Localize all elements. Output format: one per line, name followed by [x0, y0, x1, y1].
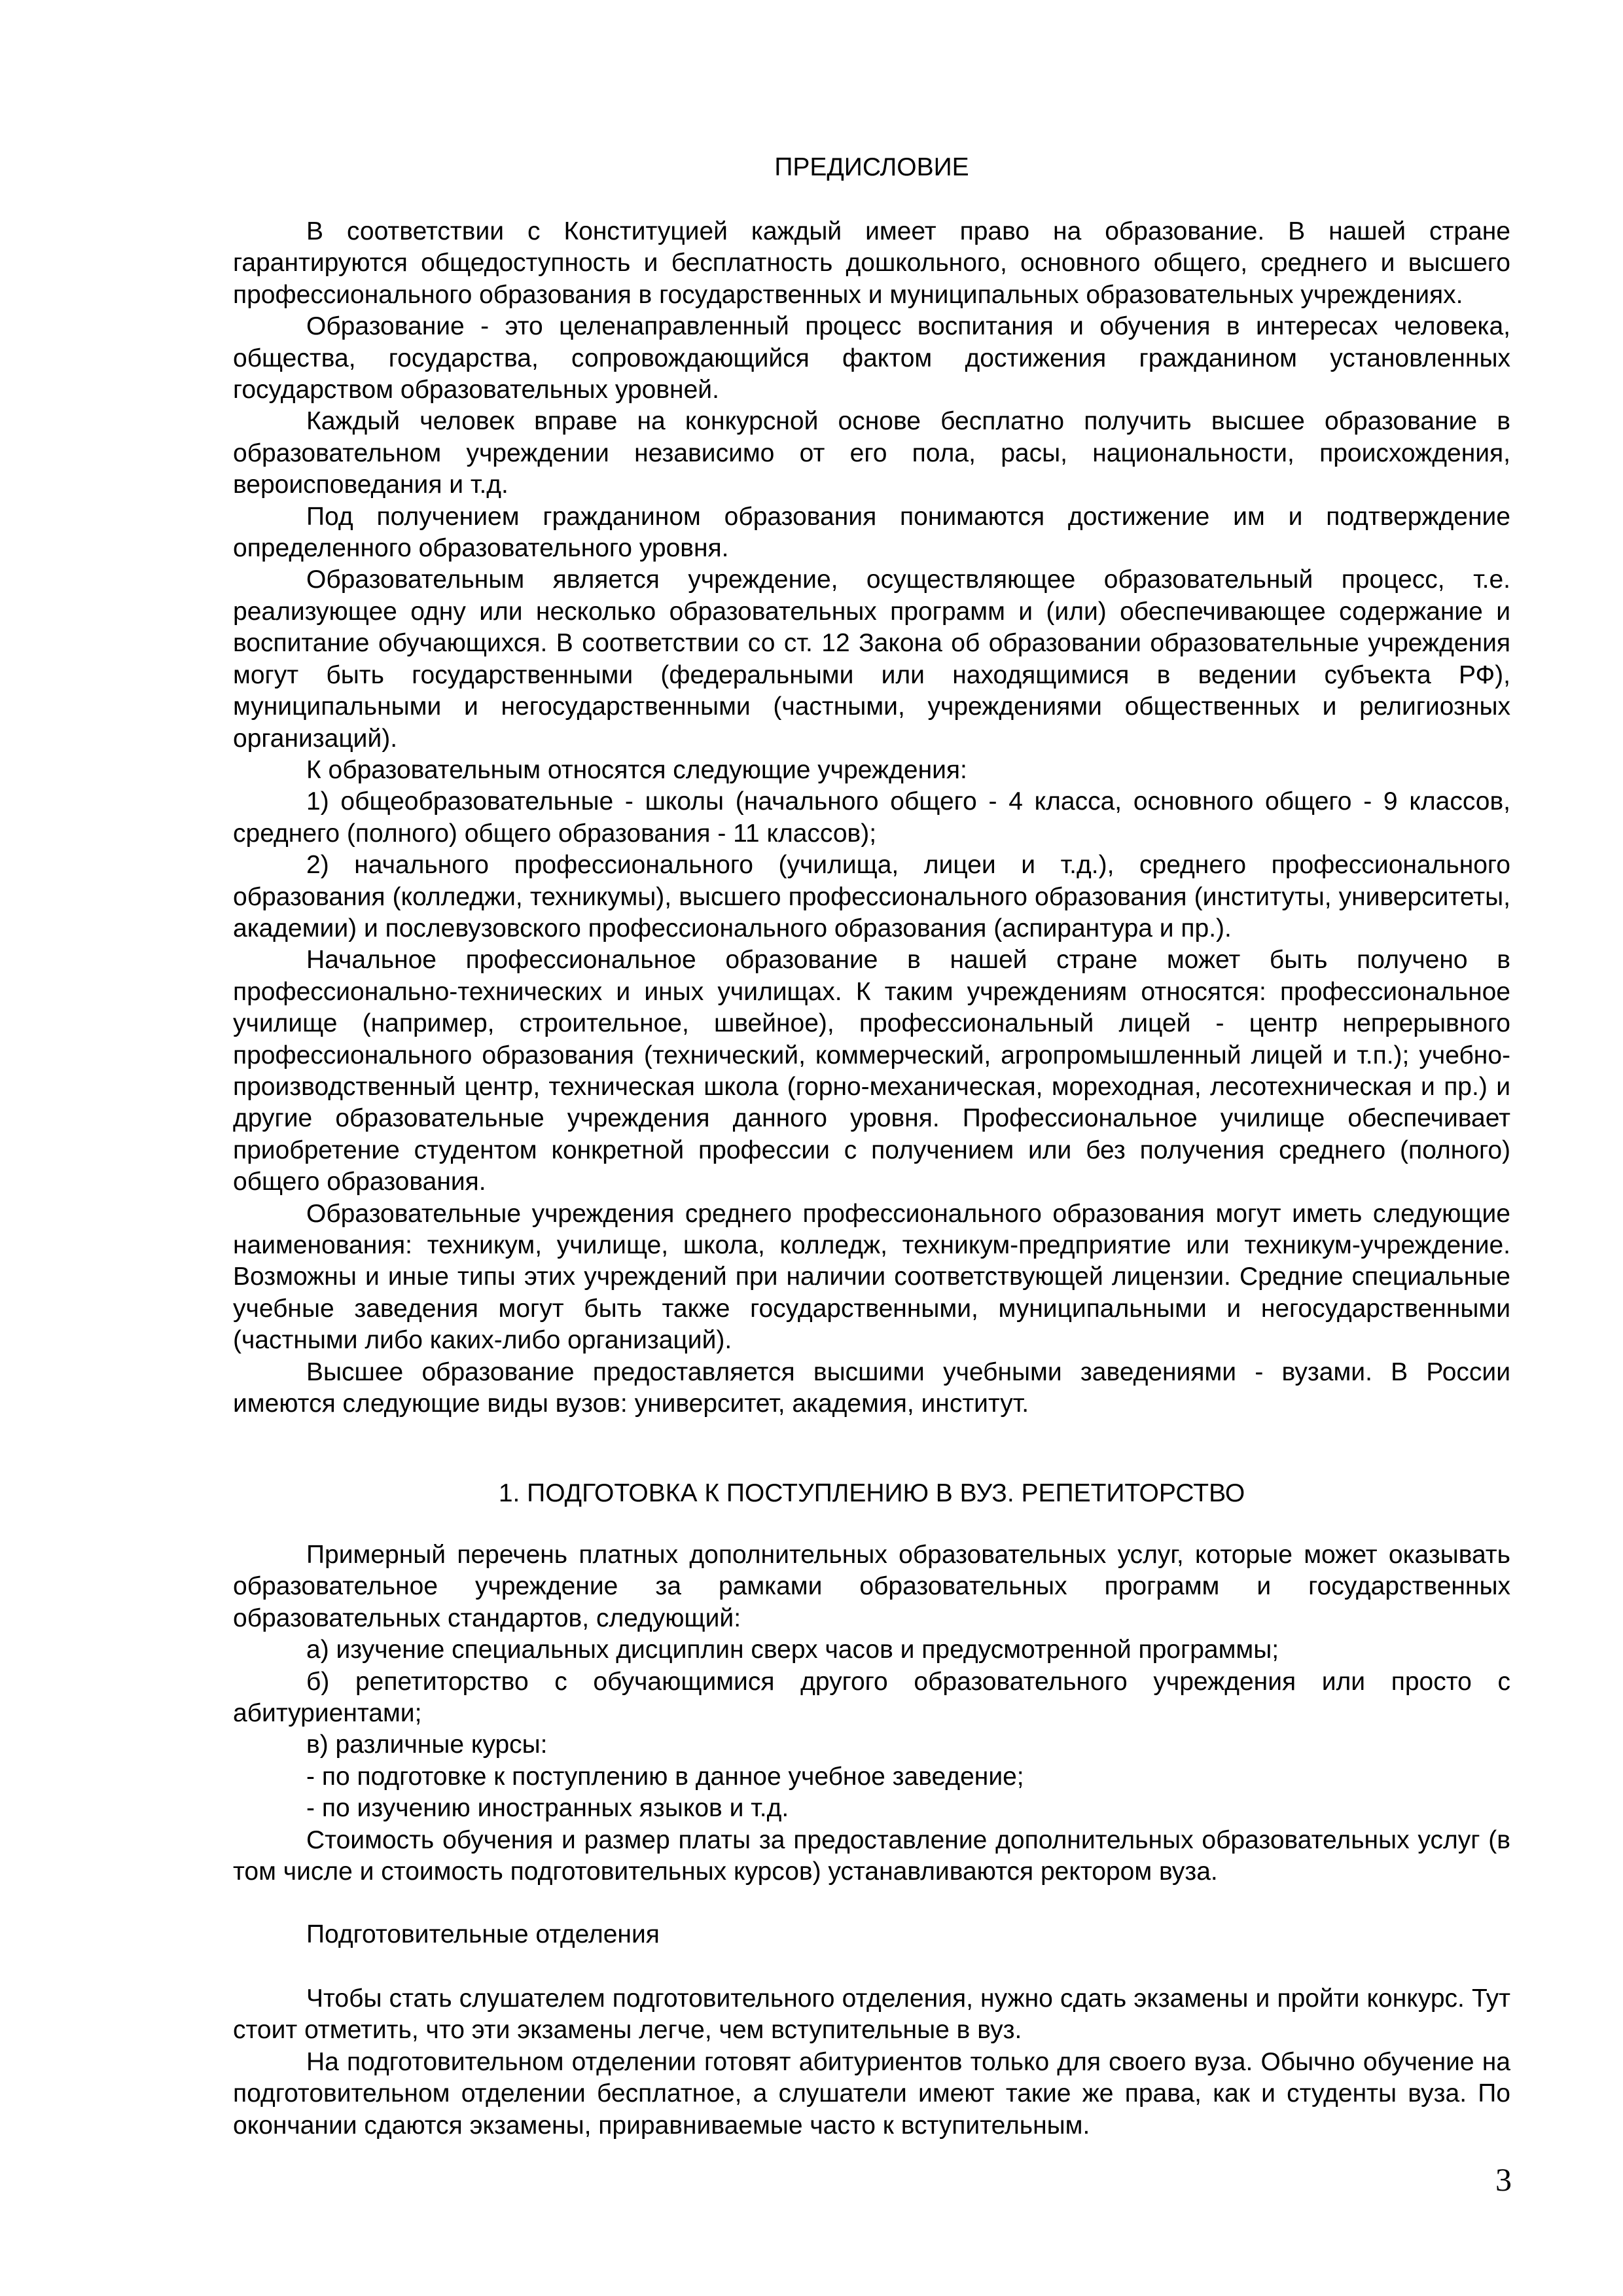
preface-text	[233, 216, 1510, 1420]
list-item: а) изучение специальных дисциплин сверх часов и предусмотренной программы;	[306, 1636, 1279, 1664]
preface-title: ПРЕДИСЛОВИЕ	[774, 153, 969, 181]
paragraph: К образовательным относятся следующие учреждения:	[306, 755, 967, 784]
paragraph: Каждый человек вправе на конкурсной основе бесплатно получить высшее образование в образовательном учреждении независимо от его пола, расы, национальности, происхождения, вероисповедания и т.д.	[233, 407, 1510, 499]
list-item: - по подготовке к поступлению в данное учебное заведение;	[306, 1762, 1024, 1791]
list-item: 1) общеобразовательные - школы (начального общего - 4 класса, основного общего - 9 классов, среднего (полного) общего образования - 11 классов);	[233, 787, 1510, 848]
paragraph: Образовательным является учреждение, осуществляющее образовательный процесс, т.е. реализующее одну или несколько образовательных программ и (или) обеспечивающее содержание и воспитание обучающихся. В соответствии со ст. 12 Закона об образовании образовательные учреждения могут быть государственными (федеральными или находящимися в ведении субъекта РФ), муниципальными и негосударственными (частными, учреждениями общественных и религиозных организаций).	[233, 565, 1510, 753]
paragraph: На подготовительном отделении готовят абитуриентов только для своего вуза. Обычно обучение на подготовительном отделении бесплатное, а слушатели имеют такие же права, как и студенты вуза. По окончании сдаются экзамены, приравниваемые часто к вступительным.	[233, 2047, 1510, 2140]
list-item: 2) начального профессионального (училища, лицеи и т.д.), среднего профессионального образования (колледжи, техникумы), высшего профессионального образования (институты, университеты, академии) и послевузовского профессионального образования (аспирантура и пр.).	[233, 851, 1510, 942]
paragraph: Примерный перечень платных дополнительных образовательных услуг, которые может оказывать образовательное учреждение за рамками образовательных программ и государственных образовательных стандартов, следующий:	[233, 1541, 1510, 1632]
paragraph: Чтобы стать слушателем подготовительного отделения, нужно сдать экзамены и пройти конкурс. Тут стоит отметить, что эти экзамены легче, чем вступительные в вуз.	[233, 1984, 1510, 2045]
subsection-text	[233, 1983, 1510, 2142]
paragraph: В соответствии с Конституцией каждый имеет право на образование. В нашей стране гарантируются общедоступность и бесплатность дошкольного, основного общего, среднего и высшего профессионального образования в государственных и муниципальных образовательных учреждениях.	[233, 217, 1510, 309]
page-number: 3	[1495, 2161, 1512, 2198]
paragraph: Стоимость обучения и размер платы за предоставление дополнительных образовательных услуг (в том числе и стоимость подготовительных курсов) устанавливаются ректором вуза.	[233, 1825, 1510, 1886]
list-item: - по изучению иностранных языков и т.д.	[306, 1794, 789, 1823]
paragraph: Высшее образование предоставляется высшими учебными заведениями - вузами. В России имеются следующие виды вузов: университет, академия, институт.	[233, 1357, 1510, 1418]
paragraph: Начальное профессиональное образование в нашей стране может быть получено в профессионально-технических и иных училищах. К таким учреждениям относятся: профессиональное училище (например, строительное, швейное), профессиональный лицей - центр непрерывного профессионального образования (технический, коммерческий, агропромышленный лицей и т.п.); учебно-производственный центр, техническая школа (горно-механическая, мореходная, лесотехническая и пр.) и другие образовательные учреждения данного уровня. Профессиональное училище обеспечивает приобретение студентом конкретной профессии с получением или без получения среднего (полного) общего образования.	[233, 946, 1510, 1196]
section-title: 1. ПОДГОТОВКА К ПОСТУПЛЕНИЮ В ВУЗ. РЕПЕТИТОРСТВО	[498, 1479, 1245, 1507]
paragraph: Образовательные учреждения среднего профессионального образования могут иметь следующие наименования: техникум, училище, школа, колледж, техникум-предприятие или техникум-учреждение. Возможны и иные типы этих учреждений при наличии соответствующей лицензии. Средние специальные учебные заведения могут быть также государственными, муниципальными и негосударственными (частными либо каких-либо организаций).	[233, 1199, 1510, 1355]
list-item: в) различные курсы:	[306, 1731, 548, 1759]
list-item: б) репетиторство с обучающимися другого образовательного учреждения или просто с абитуриентами;	[233, 1667, 1510, 1728]
paragraph: Образование - это целенаправленный процесс воспитания и обучения в интересах человека, общества, государства, сопровождающийся фактом достижения гражданином установленных государством образовательных уровней.	[233, 312, 1510, 404]
paragraph: Под получением гражданином образования понимаются достижение им и подтверждение определенного образовательного уровня.	[233, 502, 1510, 563]
section1-text	[233, 1539, 1510, 1888]
subsection-title: Подготовительные отделения	[306, 1920, 660, 1948]
